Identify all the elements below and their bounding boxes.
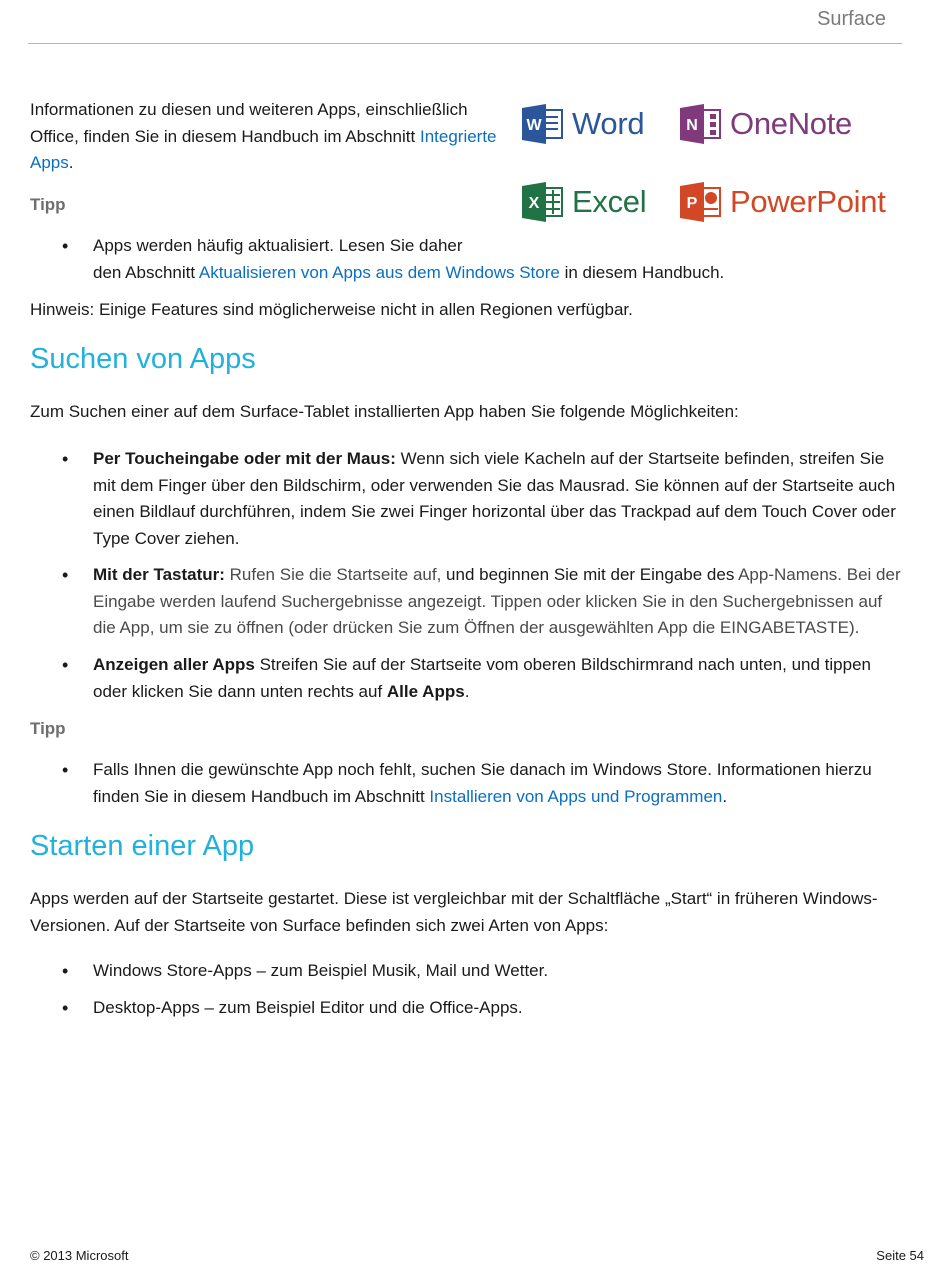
item-keyboard-text-a: Rufen Sie die Startseite auf, bbox=[224, 565, 442, 584]
tipp2-label: Tipp bbox=[30, 719, 66, 738]
footer-page-number: Seite 54 bbox=[876, 1248, 924, 1263]
tipp1-item bbox=[93, 233, 903, 286]
item-keyboard-text-c: App-Namens. Bei der Eingabe werden laufend Suchergebnisse angezeigt. Tippen oder klicken Sie in den Suchergebnissen auf die App, um sie zu öffnen (oder drücken Sie zum Öffnen der ausgewählten App die EINGABETASTE). bbox=[93, 565, 901, 637]
bullet: • bbox=[62, 236, 69, 256]
item-allapps-bold: Anzeigen aller Apps bbox=[93, 655, 255, 674]
item-allapps-text: Streifen Sie auf der Startseite vom oberen Bildschirmrand nach unten, und tippen oder klicken Sie dann unten rechts auf bbox=[93, 655, 871, 701]
section1-intro: Zum Suchen einer auf dem Surface-Tablet installierten App haben Sie folgende Möglichkeiten: bbox=[30, 402, 739, 421]
footer-copyright: © 2013 Microsoft bbox=[30, 1248, 129, 1263]
intro-paragraph bbox=[30, 97, 500, 177]
header-brand: Surface bbox=[817, 8, 886, 30]
excel-label: Excel bbox=[572, 184, 647, 219]
section2-item-desktop: Desktop-Apps – zum Beispiel Editor und die Office-Apps. bbox=[93, 998, 523, 1017]
item-touch-bold: Per Toucheingabe oder mit der Maus: bbox=[93, 449, 396, 468]
onenote-label: OneNote bbox=[730, 106, 852, 141]
bullet: • bbox=[62, 565, 69, 585]
powerpoint-label: PowerPoint bbox=[730, 184, 886, 219]
tipp2-item bbox=[93, 757, 903, 810]
bullet: • bbox=[62, 760, 69, 780]
intro-text: Informationen zu diesen und weiteren Apps, einschließlich Office, finden Sie in diesem Handbuch im Abschnitt bbox=[30, 100, 468, 146]
powerpoint-icon-letter: P bbox=[686, 195, 698, 212]
item-keyboard-text-b: und beginnen Sie mit der Eingabe des bbox=[441, 565, 735, 584]
aktualisieren-apps-link[interactable]: Aktualisieren von Apps aus dem Windows Store bbox=[198, 262, 560, 282]
word-label: Word bbox=[572, 106, 645, 141]
section1-heading: Suchen von Apps bbox=[30, 343, 256, 375]
bullet: • bbox=[62, 449, 69, 469]
section2-heading: Starten einer App bbox=[30, 830, 255, 862]
section1-item-touch bbox=[93, 446, 903, 552]
tipp2-after: . bbox=[722, 786, 728, 806]
tipp1-line2-text: den Abschnitt bbox=[93, 262, 199, 282]
bullet: • bbox=[62, 655, 69, 675]
onenote-logo bbox=[680, 104, 852, 144]
hinweis-paragraph: Hinweis: Einige Features sind möglicherweise nicht in allen Regionen verfügbar. bbox=[30, 300, 633, 319]
tipp2-text: Falls Ihnen die gewünschte App noch fehlt, suchen Sie danach im Windows Store. Informationen hierzu finden Sie in diesem Handbuch im Abschnitt bbox=[93, 760, 872, 806]
onenote-icon bbox=[680, 104, 722, 144]
word-logo bbox=[522, 104, 644, 144]
onenote-icon-letter: N bbox=[686, 117, 698, 134]
bullet: • bbox=[62, 961, 69, 981]
excel-logo bbox=[522, 182, 646, 222]
powerpoint-icon bbox=[680, 182, 722, 222]
word-icon-letter: W bbox=[526, 117, 542, 134]
item-touch-text: Wenn sich viele Kacheln auf der Startseite befinden, streifen Sie mit dem Finger über den Bildschirm, oder verwenden Sie das Mausrad. Sie können auf der Startseite auch einen Bildlauf durchführen, indem Sie zwei Finger horizontal über das Trackpad auf dem Touch Cover oder Type Cover ziehen. bbox=[93, 449, 896, 548]
powerpoint-logo bbox=[680, 182, 886, 222]
header-rule bbox=[28, 43, 902, 44]
tipp1-label: Tipp bbox=[30, 195, 66, 214]
section2-item-store: Windows Store-Apps – zum Beispiel Musik, Mail und Wetter. bbox=[93, 961, 549, 980]
section1-item-allapps bbox=[93, 652, 903, 705]
intro-period: . bbox=[68, 153, 74, 172]
tipp1-after: in diesem Handbuch. bbox=[559, 262, 725, 282]
bullet: • bbox=[62, 998, 69, 1018]
excel-icon-letter: X bbox=[528, 195, 540, 212]
integrierte-apps-link[interactable]: Integrierte Apps bbox=[30, 126, 497, 172]
item-allapps-after: . bbox=[464, 681, 470, 701]
tipp1-line1: Apps werden häufig aktualisiert. Lesen Sie daher bbox=[93, 236, 463, 255]
item-allapps-bold2: Alle Apps bbox=[386, 681, 465, 701]
section1-item-keyboard bbox=[93, 562, 903, 642]
word-icon bbox=[522, 104, 564, 144]
excel-icon bbox=[522, 182, 564, 222]
tipp1-line2 bbox=[93, 260, 903, 287]
installieren-apps-link[interactable]: Installieren von Apps und Programmen bbox=[429, 786, 723, 806]
item-keyboard-bold: Mit der Tastatur: bbox=[93, 565, 225, 584]
section2-intro: Apps werden auf der Startseite gestartet. Diese ist vergleichbar mit der Schaltfläche „Start“ in früheren Windows-Versionen. Auf der Startseite von Surface befinden sich zwei Arten von Apps: bbox=[30, 889, 878, 935]
